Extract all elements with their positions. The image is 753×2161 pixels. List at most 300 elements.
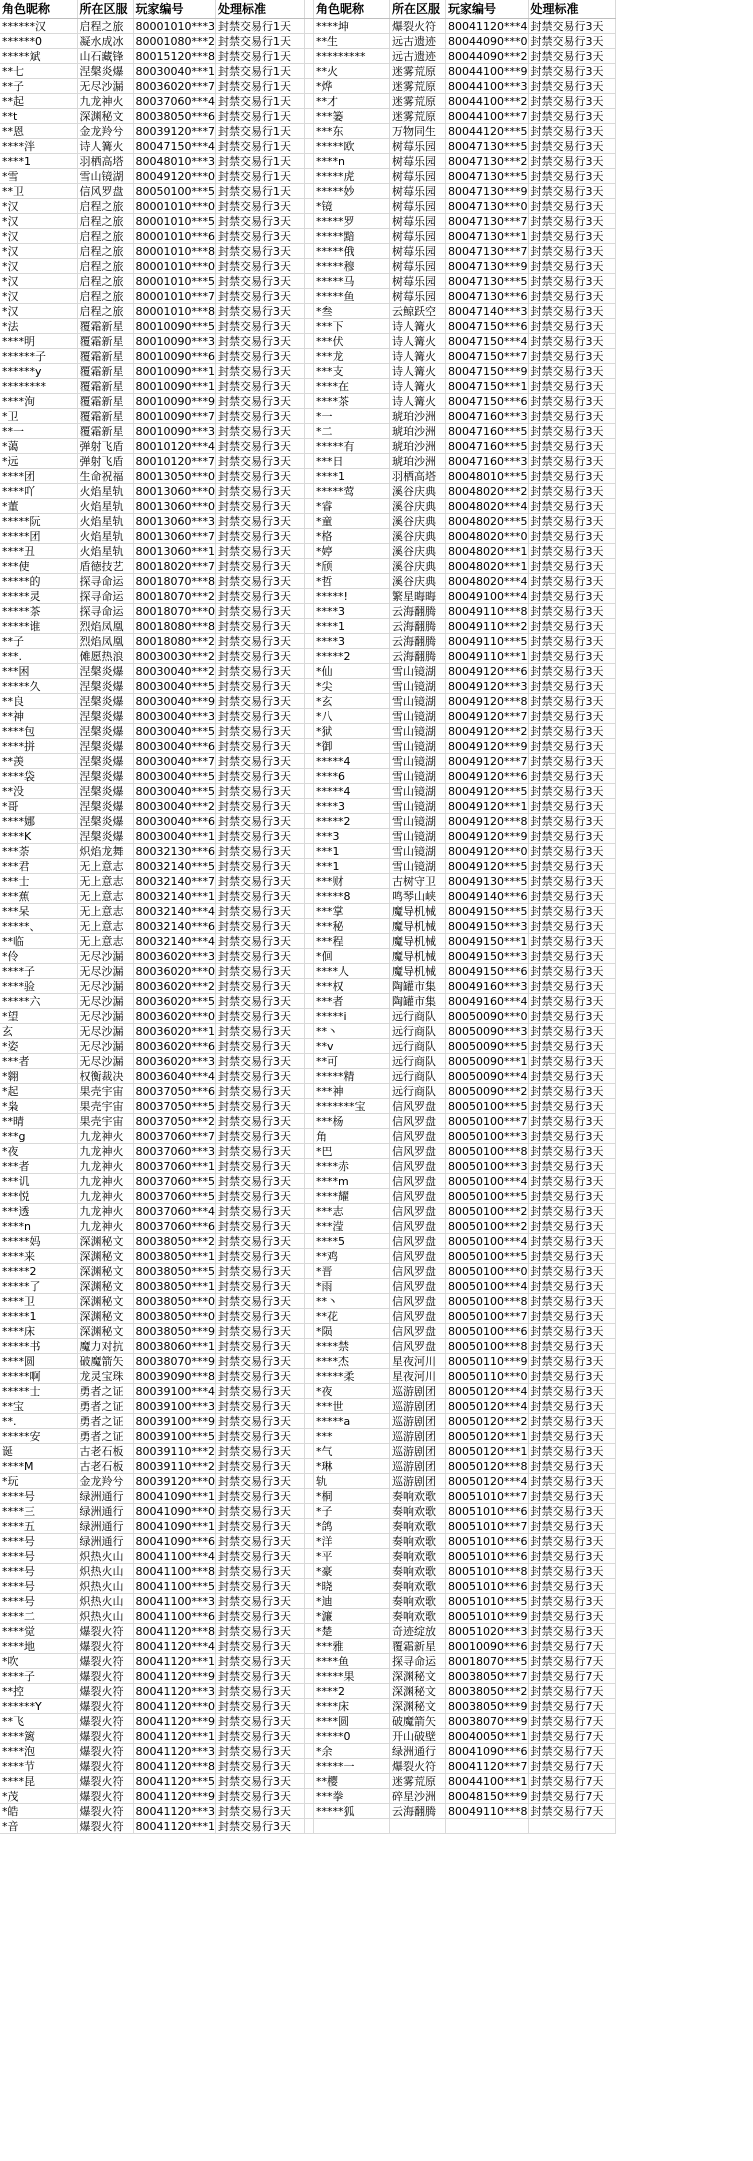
cell-player-id: 80036020***7 [133, 79, 216, 94]
cell-player-id-right: 80050100***8 [446, 1339, 529, 1354]
column-gap [305, 634, 314, 649]
cell-penalty-right: 封禁交易行3天 [528, 169, 615, 184]
cell-server-right: 开山破壁 [390, 1729, 446, 1744]
cell-nickname-right: ***权 [314, 979, 390, 994]
cell-nickname-right: *睿 [314, 499, 390, 514]
cell-penalty: 封禁交易行3天 [216, 229, 305, 244]
cell-nickname: **没 [0, 784, 77, 799]
cell-server: 覆霜新星 [77, 424, 133, 439]
cell-nickname: *哥 [0, 799, 77, 814]
cell-nickname-right: *****2 [314, 649, 390, 664]
cell-penalty-right: 封禁交易行7天 [528, 1744, 615, 1759]
table-row [0, 79, 615, 94]
cell-server-right: 树莓乐园 [390, 244, 446, 259]
cell-penalty: 封禁交易行3天 [216, 694, 305, 709]
column-gap [305, 154, 314, 169]
cell-player-id-right: 80049120***8 [446, 814, 529, 829]
cell-player-id: 80032140***6 [133, 919, 216, 934]
cell-penalty: 封禁交易行3天 [216, 1669, 305, 1684]
cell-penalty-right: 封禁交易行7天 [528, 1774, 615, 1789]
cell-server-right: 远行商队 [390, 1024, 446, 1039]
cell-penalty-right: 封禁交易行3天 [528, 304, 615, 319]
cell-penalty-right: 封禁交易行3天 [528, 409, 615, 424]
column-gap [305, 1324, 314, 1339]
column-gap [305, 1624, 314, 1639]
cell-nickname: ****娜 [0, 814, 77, 829]
cell-player-id-right: 80050100***4 [446, 1234, 529, 1249]
cell-nickname: 诞 [0, 1444, 77, 1459]
cell-nickname-right: *夜 [314, 1384, 390, 1399]
cell-server-right: 雪山镜湖 [390, 664, 446, 679]
cell-nickname-right: *迪 [314, 1594, 390, 1609]
cell-server-right: 树莓乐园 [390, 199, 446, 214]
cell-penalty: 封禁交易行3天 [216, 529, 305, 544]
cell-penalty: 封禁交易行3天 [216, 1159, 305, 1174]
column-gap [305, 439, 314, 454]
cell-player-id-right: 80050090***1 [446, 1054, 529, 1069]
cell-penalty-right: 封禁交易行3天 [528, 574, 615, 589]
cell-server: 深渊秘文 [77, 1249, 133, 1264]
cell-nickname-right: *楚 [314, 1624, 390, 1639]
table-row [0, 1384, 615, 1399]
cell-player-id: 80037060***1 [133, 1159, 216, 1174]
cell-penalty-right: 封禁交易行7天 [528, 1759, 615, 1774]
header-server-right: 所在区服 [390, 0, 446, 19]
cell-server: 爆裂火符 [77, 1759, 133, 1774]
cell-nickname: ***呆 [0, 904, 77, 919]
cell-nickname: **控 [0, 1684, 77, 1699]
cell-player-id: 80037060***7 [133, 1129, 216, 1144]
cell-penalty-right: 封禁交易行3天 [528, 529, 615, 544]
cell-penalty: 封禁交易行1天 [216, 184, 305, 199]
table-row [0, 514, 615, 529]
cell-player-id: 80010090***3 [133, 334, 216, 349]
cell-penalty-right: 封禁交易行3天 [528, 739, 615, 754]
cell-nickname: *汉 [0, 304, 77, 319]
cell-penalty-right: 封禁交易行3天 [528, 1159, 615, 1174]
cell-server-right: 奏响欢歌 [390, 1549, 446, 1564]
cell-nickname-right: *尖 [314, 679, 390, 694]
cell-server: 覆霜新星 [77, 334, 133, 349]
cell-penalty: 封禁交易行3天 [216, 994, 305, 1009]
column-gap [305, 1594, 314, 1609]
table-row [0, 1159, 615, 1174]
cell-penalty-right: 封禁交易行3天 [528, 874, 615, 889]
cell-player-id: 80041100***3 [133, 1594, 216, 1609]
cell-nickname: ****来 [0, 1249, 77, 1264]
cell-server: 涅槃炎爆 [77, 814, 133, 829]
table-row [0, 919, 615, 934]
cell-nickname: ******子 [0, 349, 77, 364]
cell-player-id: 80039100***5 [133, 1429, 216, 1444]
cell-player-id: 80010090***1 [133, 364, 216, 379]
table-row [0, 829, 615, 844]
cell-server: 爆裂火符 [77, 1819, 133, 1834]
cell-penalty-right: 封禁交易行7天 [528, 1639, 615, 1654]
cell-nickname: *****六 [0, 994, 77, 1009]
cell-server: 勇者之证 [77, 1414, 133, 1429]
cell-player-id: 80030040***5 [133, 769, 216, 784]
cell-server: 勇者之证 [77, 1399, 133, 1414]
cell-penalty-right: 封禁交易行3天 [528, 34, 615, 49]
cell-penalty: 封禁交易行1天 [216, 109, 305, 124]
cell-penalty: 封禁交易行3天 [216, 499, 305, 514]
cell-server: 爆裂火符 [77, 1699, 133, 1714]
cell-penalty: 封禁交易行3天 [216, 409, 305, 424]
cell-player-id-right: 80047160***5 [446, 424, 529, 439]
cell-nickname: 玄 [0, 1024, 77, 1039]
cell-nickname: ****1 [0, 154, 77, 169]
cell-server-right: 诗人篝火 [390, 364, 446, 379]
cell-player-id-right: 80044100***2 [446, 94, 529, 109]
cell-player-id-right: 80049110***1 [446, 649, 529, 664]
cell-penalty-right [528, 1819, 615, 1834]
cell-penalty: 封禁交易行3天 [216, 1114, 305, 1129]
cell-nickname-right: *******宝 [314, 1099, 390, 1114]
cell-server-right: 信风罗盘 [390, 1324, 446, 1339]
cell-nickname: **临 [0, 934, 77, 949]
column-gap [305, 724, 314, 739]
cell-penalty: 封禁交易行3天 [216, 214, 305, 229]
cell-server-right: 溪谷庆典 [390, 574, 446, 589]
cell-player-id-right: 80044120***5 [446, 124, 529, 139]
cell-player-id: 80038050***9 [133, 1324, 216, 1339]
table-row [0, 1519, 615, 1534]
cell-player-id: 80038050***2 [133, 1234, 216, 1249]
cell-server: 爆裂火符 [77, 1729, 133, 1744]
cell-server-right: 远古遗迹 [390, 34, 446, 49]
cell-server-right: 奏响欢歌 [390, 1534, 446, 1549]
cell-server-right: 诗人篝火 [390, 379, 446, 394]
cell-nickname-right: ***篓 [314, 109, 390, 124]
cell-server: 启程之旅 [77, 259, 133, 274]
cell-nickname: ****三 [0, 1504, 77, 1519]
cell-server-right: 奏响欢歌 [390, 1609, 446, 1624]
column-gap [305, 1414, 314, 1429]
cell-server: 无上意志 [77, 889, 133, 904]
cell-penalty-right: 封禁交易行3天 [528, 1549, 615, 1564]
column-gap [305, 259, 314, 274]
table-row [0, 1264, 615, 1279]
cell-player-id: 80032140***4 [133, 904, 216, 919]
cell-server: 爆裂火符 [77, 1624, 133, 1639]
cell-player-id: 80001010***7 [133, 289, 216, 304]
cell-nickname: ***透 [0, 1204, 77, 1219]
cell-penalty: 封禁交易行3天 [216, 1009, 305, 1024]
cell-penalty: 封禁交易行3天 [216, 1414, 305, 1429]
cell-nickname-right: *巴 [314, 1144, 390, 1159]
cell-nickname-right: *****4 [314, 754, 390, 769]
cell-server-right: 奏响欢歌 [390, 1519, 446, 1534]
cell-penalty-right: 封禁交易行3天 [528, 1384, 615, 1399]
cell-nickname-right: *濂 [314, 1609, 390, 1624]
cell-player-id-right: 80050090***3 [446, 1024, 529, 1039]
column-gap [305, 379, 314, 394]
column-gap [305, 1174, 314, 1189]
table-row [0, 1804, 615, 1819]
cell-player-id: 80030040***6 [133, 739, 216, 754]
table-row [0, 334, 615, 349]
cell-nickname-right: *****俄 [314, 244, 390, 259]
column-gap [305, 1609, 314, 1624]
cell-server: 覆霜新星 [77, 394, 133, 409]
column-gap [305, 559, 314, 574]
cell-server-right: 魔导机械 [390, 904, 446, 919]
cell-penalty: 封禁交易行3天 [216, 889, 305, 904]
column-gap [305, 1039, 314, 1054]
cell-player-id: 80041090***6 [133, 1534, 216, 1549]
cell-nickname: ****M [0, 1459, 77, 1474]
column-gap [305, 514, 314, 529]
cell-server-right: 云海翻腾 [390, 649, 446, 664]
cell-nickname-right: *子 [314, 1504, 390, 1519]
cell-server: 炽焰龙舞 [77, 844, 133, 859]
cell-server: 启程之旅 [77, 199, 133, 214]
cell-nickname: ****篱 [0, 1729, 77, 1744]
cell-nickname: *皓 [0, 1804, 77, 1819]
cell-penalty-right: 封禁交易行3天 [528, 349, 615, 364]
cell-nickname: *汉 [0, 259, 77, 274]
cell-player-id: 80010090***1 [133, 379, 216, 394]
cell-nickname-right: **可 [314, 1054, 390, 1069]
cell-player-id-right: 80047150***7 [446, 349, 529, 364]
column-gap [305, 1579, 314, 1594]
cell-server: 涅槃炎爆 [77, 799, 133, 814]
cell-penalty-right: 封禁交易行3天 [528, 1579, 615, 1594]
cell-nickname: *玩 [0, 1474, 77, 1489]
cell-penalty: 封禁交易行3天 [216, 514, 305, 529]
cell-penalty: 封禁交易行3天 [216, 379, 305, 394]
cell-server-right: 魔导机械 [390, 934, 446, 949]
cell-nickname-right: *豪 [314, 1564, 390, 1579]
cell-server: 古老石板 [77, 1459, 133, 1474]
cell-player-id: 80013060***3 [133, 514, 216, 529]
cell-nickname-right: ***伏 [314, 334, 390, 349]
column-gap [305, 469, 314, 484]
table-row [0, 1249, 615, 1264]
cell-penalty-right: 封禁交易行3天 [528, 244, 615, 259]
table-row [0, 1294, 615, 1309]
cell-nickname: *夜 [0, 1144, 77, 1159]
cell-player-id: 80010090***5 [133, 319, 216, 334]
cell-player-id: 80015120***8 [133, 49, 216, 64]
cell-penalty: 封禁交易行3天 [216, 769, 305, 784]
cell-player-id: 80030030***2 [133, 649, 216, 664]
cell-player-id-right: 80050100***5 [446, 1189, 529, 1204]
table-row [0, 589, 615, 604]
cell-penalty-right: 封禁交易行3天 [528, 694, 615, 709]
cell-penalty-right: 封禁交易行3天 [528, 1054, 615, 1069]
cell-server-right: 爆裂火符 [390, 1759, 446, 1774]
cell-server: 无上意志 [77, 874, 133, 889]
cell-server-right: 雪山镜湖 [390, 679, 446, 694]
cell-server-right: 信风罗盘 [390, 1294, 446, 1309]
cell-server-right: 深渊秘文 [390, 1699, 446, 1714]
cell-nickname-right: *桐 [314, 1489, 390, 1504]
cell-player-id: 80047150***4 [133, 139, 216, 154]
cell-penalty-right: 封禁交易行3天 [528, 1264, 615, 1279]
cell-server: 探寻命运 [77, 604, 133, 619]
cell-server-right: 诗人篝火 [390, 334, 446, 349]
cell-nickname-right: *****4 [314, 784, 390, 799]
cell-server: 无尽沙漏 [77, 1054, 133, 1069]
column-gap [305, 1654, 314, 1669]
cell-penalty-right: 封禁交易行3天 [528, 1459, 615, 1474]
cell-server: 九龙神火 [77, 1189, 133, 1204]
cell-player-id: 80037060***4 [133, 1204, 216, 1219]
cell-nickname-right: *叁 [314, 304, 390, 319]
cell-server: 无尽沙漏 [77, 994, 133, 1009]
cell-player-id-right: 80049120***9 [446, 739, 529, 754]
cell-penalty: 封禁交易行3天 [216, 1804, 305, 1819]
cell-player-id-right: 80049150***1 [446, 934, 529, 949]
cell-penalty-right: 封禁交易行3天 [528, 559, 615, 574]
cell-nickname: ****号 [0, 1594, 77, 1609]
cell-penalty: 封禁交易行3天 [216, 484, 305, 499]
cell-nickname: *****阮 [0, 514, 77, 529]
cell-server-right: 远行商队 [390, 1084, 446, 1099]
table-row [0, 1774, 615, 1789]
table-row [0, 964, 615, 979]
cell-server-right: 雪山镜湖 [390, 784, 446, 799]
column-gap [305, 1504, 314, 1519]
cell-server-right: 雪山镜湖 [390, 724, 446, 739]
cell-player-id-right: 80050100***6 [446, 1324, 529, 1339]
cell-server-right: 巡游剧团 [390, 1399, 446, 1414]
cell-penalty: 封禁交易行3天 [216, 1594, 305, 1609]
cell-player-id: 80018070***2 [133, 589, 216, 604]
cell-server-right: 雪山镜湖 [390, 769, 446, 784]
cell-penalty-right: 封禁交易行3天 [528, 454, 615, 469]
cell-penalty-right: 封禁交易行3天 [528, 1024, 615, 1039]
cell-player-id-right: 80051010***9 [446, 1609, 529, 1624]
table-row [0, 709, 615, 724]
cell-penalty-right: 封禁交易行3天 [528, 1504, 615, 1519]
cell-server-right: 信风罗盘 [390, 1129, 446, 1144]
cell-penalty: 封禁交易行3天 [216, 664, 305, 679]
cell-server-right: 云海翻腾 [390, 619, 446, 634]
cell-player-id-right: 80047130***0 [446, 199, 529, 214]
cell-penalty: 封禁交易行3天 [216, 1234, 305, 1249]
cell-server: 无尽沙漏 [77, 1024, 133, 1039]
cell-player-id-right: 80049150***6 [446, 964, 529, 979]
table-row [0, 649, 615, 664]
cell-penalty: 封禁交易行3天 [216, 1294, 305, 1309]
cell-player-id-right: 80038050***2 [446, 1684, 529, 1699]
cell-penalty-right: 封禁交易行3天 [528, 439, 615, 454]
cell-nickname-right: ***秘 [314, 919, 390, 934]
cell-player-id: 80036020***5 [133, 994, 216, 1009]
cell-server: 探寻命运 [77, 589, 133, 604]
column-gap [305, 139, 314, 154]
column-gap [305, 499, 314, 514]
cell-nickname: *望 [0, 1009, 77, 1024]
cell-server: 爆裂火符 [77, 1789, 133, 1804]
cell-nickname-right: *****穆 [314, 259, 390, 274]
cell-nickname-right: *婷 [314, 544, 390, 559]
table-row [0, 1219, 615, 1234]
cell-penalty: 封禁交易行3天 [216, 1564, 305, 1579]
cell-nickname: *蔼 [0, 439, 77, 454]
cell-penalty-right: 封禁交易行7天 [528, 1789, 615, 1804]
cell-penalty-right: 封禁交易行3天 [528, 334, 615, 349]
cell-server-right: 树莓乐园 [390, 169, 446, 184]
cell-nickname: ****n [0, 1219, 77, 1234]
cell-server-right: 溪谷庆典 [390, 514, 446, 529]
cell-penalty-right: 封禁交易行3天 [528, 904, 615, 919]
cell-nickname-right: *****一 [314, 1759, 390, 1774]
table-row [0, 1054, 615, 1069]
table-row [0, 889, 615, 904]
cell-penalty-right: 封禁交易行3天 [528, 1594, 615, 1609]
cell-penalty-right: 封禁交易行3天 [528, 784, 615, 799]
cell-penalty: 封禁交易行3天 [216, 1369, 305, 1384]
cell-player-id-right: 80049120***3 [446, 679, 529, 694]
cell-server: 火焰星轨 [77, 514, 133, 529]
cell-player-id-right: 80038050***7 [446, 1669, 529, 1684]
cell-nickname-right: ****鱼 [314, 1654, 390, 1669]
cell-server-right: 魔导机械 [390, 919, 446, 934]
cell-nickname-right: ***雅 [314, 1639, 390, 1654]
cell-server-right: 覆霜新星 [390, 1639, 446, 1654]
cell-penalty: 封禁交易行3天 [216, 559, 305, 574]
cell-nickname: **子 [0, 79, 77, 94]
cell-player-id: 80013060***1 [133, 544, 216, 559]
cell-server: 炽热火山 [77, 1609, 133, 1624]
cell-player-id: 80036040***4 [133, 1069, 216, 1084]
cell-nickname-right: *****马 [314, 274, 390, 289]
cell-nickname-right: *狱 [314, 724, 390, 739]
cell-penalty: 封禁交易行3天 [216, 1549, 305, 1564]
cell-server-right: 巡游剧团 [390, 1474, 446, 1489]
cell-penalty: 封禁交易行3天 [216, 754, 305, 769]
cell-player-id: 80041100***4 [133, 1549, 216, 1564]
cell-player-id: 80037050***6 [133, 1084, 216, 1099]
cell-server-right: 巡游剧团 [390, 1459, 446, 1474]
cell-player-id: 80041120***3 [133, 1684, 216, 1699]
cell-nickname-right: *****鱼 [314, 289, 390, 304]
cell-nickname: **良 [0, 694, 77, 709]
cell-nickname-right: *****虎 [314, 169, 390, 184]
table-row [0, 1039, 615, 1054]
cell-player-id: 80013060***0 [133, 484, 216, 499]
cell-server: 九龙神火 [77, 1204, 133, 1219]
column-gap [305, 529, 314, 544]
cell-penalty-right: 封禁交易行3天 [528, 1114, 615, 1129]
cell-nickname-right: ****坤 [314, 19, 390, 34]
cell-penalty: 封禁交易行3天 [216, 844, 305, 859]
cell-player-id: 80041120***9 [133, 1789, 216, 1804]
cell-server-right: 星夜河川 [390, 1354, 446, 1369]
cell-player-id-right: 80047130***6 [446, 289, 529, 304]
cell-nickname-right: **才 [314, 94, 390, 109]
header-player-id-right: 玩家编号 [446, 0, 529, 19]
cell-server-right: 迷雾荒原 [390, 1774, 446, 1789]
column-gap [305, 349, 314, 364]
cell-nickname-right: ****1 [314, 619, 390, 634]
column-gap [305, 1354, 314, 1369]
column-gap [305, 1669, 314, 1684]
table-row [0, 229, 615, 244]
cell-penalty-right: 封禁交易行3天 [528, 289, 615, 304]
cell-server: 火焰星轨 [77, 484, 133, 499]
cell-nickname-right: ***滢 [314, 1219, 390, 1234]
cell-penalty-right: 封禁交易行7天 [528, 1699, 615, 1714]
cell-penalty-right: 封禁交易行3天 [528, 949, 615, 964]
cell-server: 盾徳技艺 [77, 559, 133, 574]
cell-server-right: 迷雾荒原 [390, 64, 446, 79]
column-gap [305, 994, 314, 1009]
